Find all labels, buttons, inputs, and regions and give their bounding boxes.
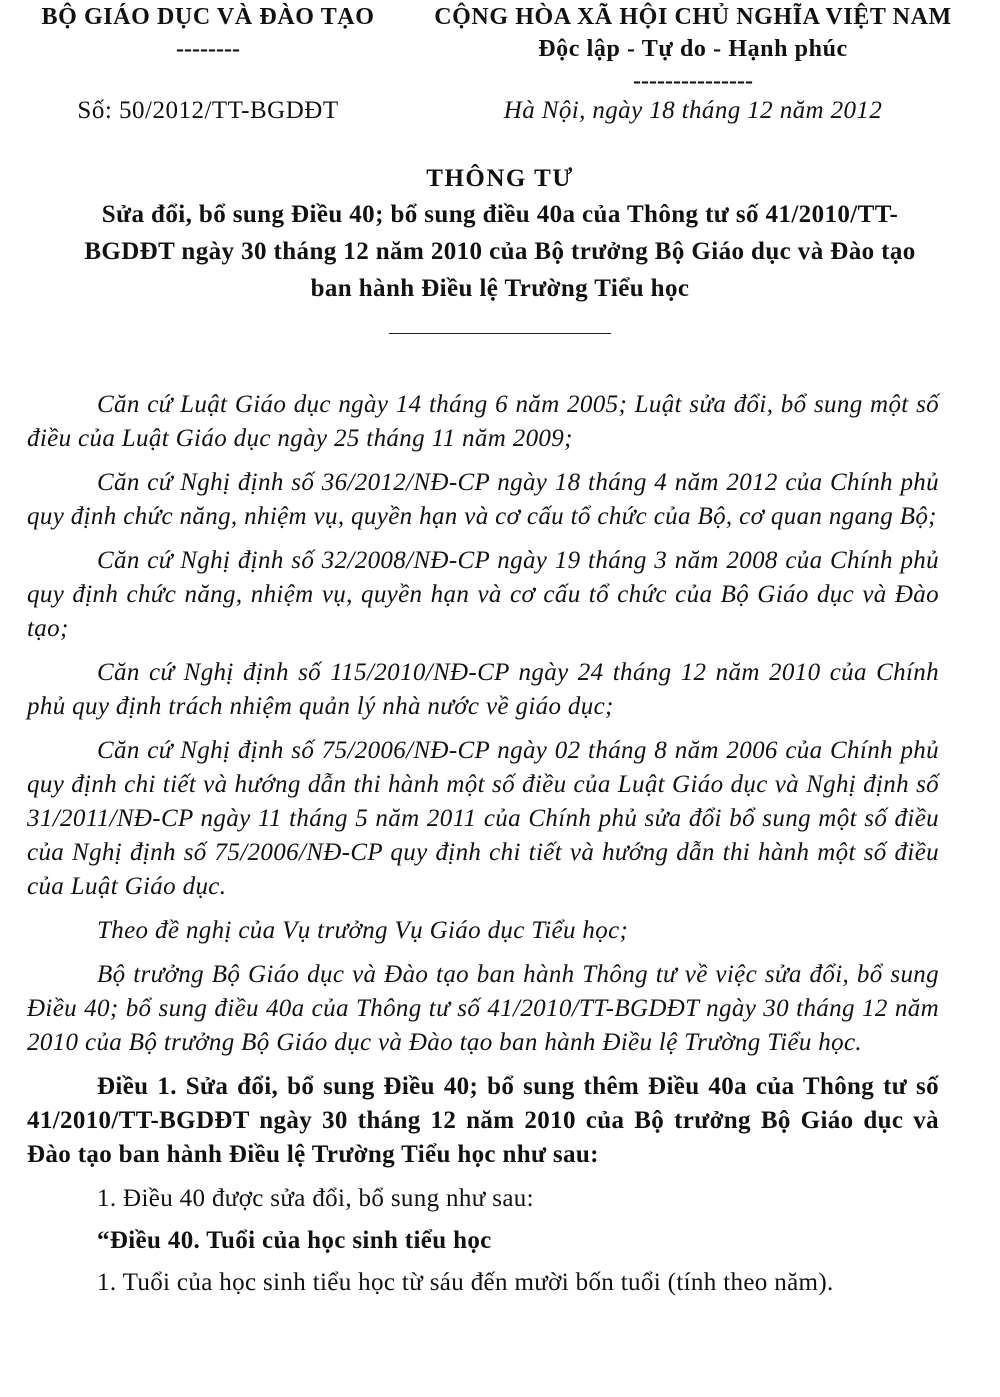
ministry-name: BỘ GIÁO DỤC VÀ ĐÀO TẠO xyxy=(41,4,375,30)
document-title: THÔNG TƯ xyxy=(426,165,574,192)
title-divider xyxy=(389,333,611,334)
article-40-heading: “Điều 40. Tuổi của học sinh tiểu học xyxy=(97,1227,492,1254)
title-subtitle-line-1: Sửa đổi, bổ sung Điều 40; bổ sung điều 40a của Thông tư số 41/2010/TT- xyxy=(101,201,899,228)
preamble-paragraph-4: Căn cứ Nghị định số 115/2010/NĐ-CP ngày 24 tháng 12 năm 2010 của Chính phủ quy định trách nhiệm quản lý nhà nước về giáo dục; xyxy=(27,659,939,720)
article-1-clause-1: 1. Điều 40 được sửa đổi, bổ sung như sau: xyxy=(97,1185,534,1212)
preamble-paragraph-7: Bộ trưởng Bộ Giáo dục và Đào tạo ban hành Thông tư về việc sửa đổi, bổ sung Điều 40; bổ sung điều 40a của Thông tư số 41/2010/TT-BGDĐT ngày 30 tháng 12 năm 2010 của Bộ trưởng Bộ Giáo dục và Đào tạo ban hành Điều lệ Trường Tiểu học. xyxy=(27,961,939,1056)
document-title-block xyxy=(30,162,970,334)
preamble-paragraph-2: Căn cứ Nghị định số 36/2012/NĐ-CP ngày 18 tháng 4 năm 2012 của Chính phủ quy định chức năng, nhiệm vụ, quyền hạn và cơ cấu tổ chức của Bộ, cơ quan ngang Bộ; xyxy=(27,469,939,530)
ministry-divider: -------- xyxy=(176,36,240,62)
preamble-paragraph-5: Căn cứ Nghị định số 75/2006/NĐ-CP ngày 02 tháng 8 năm 2006 của Chính phủ quy định chi tiết và hướng dẫn thi hành một số điều của Luật Giáo dục và Nghị định số 31/2011/NĐ-CP ngày 11 tháng 5 năm 2011 của Chính phủ sửa đổi bổ sung một số điều của Nghị định số 75/2006/NĐ-CP quy định chi tiết và hướng dẫn thi hành một số điều của Luật Giáo dục. xyxy=(27,737,939,900)
article-1-heading: Điều 1. Sửa đổi, bổ sung Điều 40; bổ sung thêm Điều 40a của Thông tư số 41/2010/TT-BGDĐT ngày 30 tháng 12 năm 2010 của Bộ trưởng Bộ Giáo dục và Đào tạo ban hành Điều lệ Trường Tiểu học như sau: xyxy=(27,1073,939,1168)
motto-divider: --------------- xyxy=(633,68,753,94)
national-motto: Độc lập - Tự do - Hạnh phúc xyxy=(538,36,848,62)
place-date: Hà Nội, ngày 18 tháng 12 năm 2012 xyxy=(503,97,883,124)
preamble-paragraph-6: Theo đề nghị của Vụ trưởng Vụ Giáo dục Tiểu học; xyxy=(97,917,629,944)
title-subtitle-line-3: ban hành Điều lệ Trường Tiểu học xyxy=(310,275,690,302)
preamble-paragraph-1: Căn cứ Luật Giáo dục ngày 14 tháng 6 năm 2005; Luật sửa đổi, bổ sung một số điều của Luật Giáo dục ngày 25 tháng 11 năm 2009; xyxy=(27,391,939,452)
preamble-paragraph-3: Căn cứ Nghị định số 32/2008/NĐ-CP ngày 19 tháng 3 năm 2008 của Chính phủ quy định chức năng, nhiệm vụ, quyền hạn và cơ cấu tổ chức của Bộ Giáo dục và Đào tạo; xyxy=(27,547,939,642)
title-subtitle-line-2: BGDĐT ngày 30 tháng 12 năm 2010 của Bộ trưởng Bộ Giáo dục và Đào tạo xyxy=(84,238,916,265)
article-40-item-1: 1. Tuổi của học sinh tiểu học từ sáu đến mười bốn tuổi (tính theo năm). xyxy=(97,1269,834,1296)
document-header xyxy=(0,0,1000,140)
document-number: Số: 50/2012/TT-BGDĐT xyxy=(77,97,339,124)
republic-name: CỘNG HÒA XÃ HỘI CHỦ NGHĨA VIỆT NAM xyxy=(434,4,952,30)
document-body xyxy=(27,388,939,1308)
